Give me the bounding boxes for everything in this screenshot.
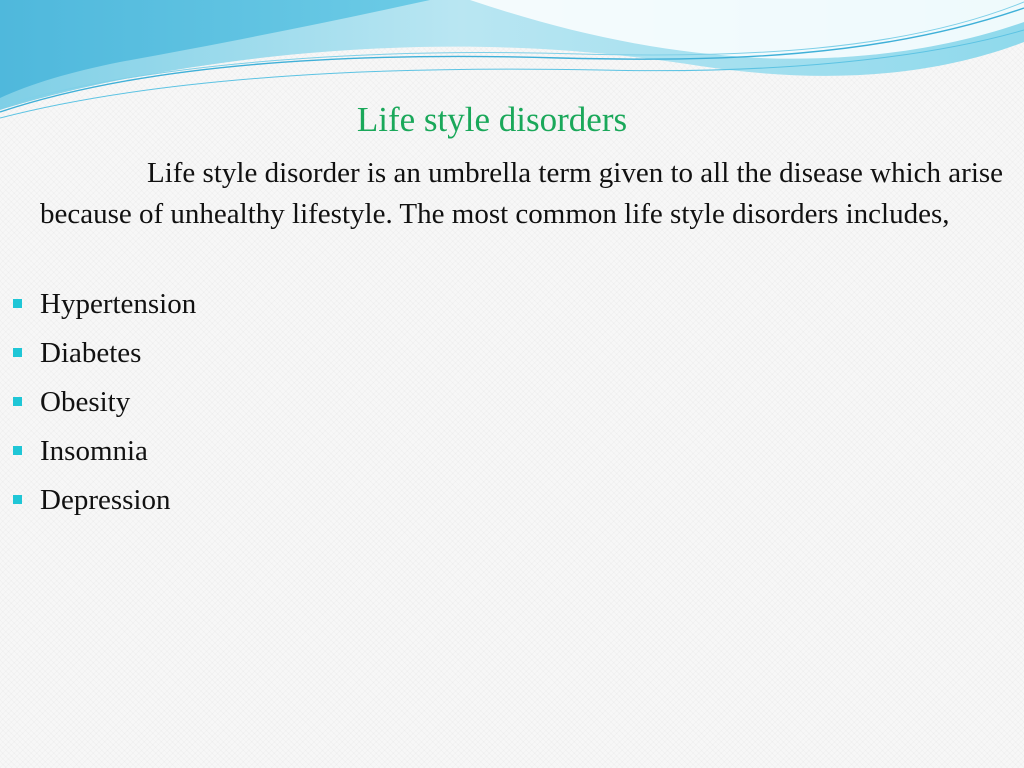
disorder-list — [0, 280, 196, 525]
list-item — [0, 280, 196, 329]
list-item-label: Obesity — [40, 386, 131, 418]
list-item — [0, 476, 196, 525]
list-item — [0, 378, 196, 427]
square-bullet-icon — [13, 495, 22, 504]
square-bullet-icon — [13, 397, 22, 406]
list-item-label: Insomnia — [40, 435, 148, 467]
list-item-label: Diabetes — [40, 337, 142, 369]
slide-title: Life style disorders — [356, 100, 628, 139]
square-bullet-icon — [13, 299, 22, 308]
square-bullet-icon — [13, 446, 22, 455]
list-item-label: Hypertension — [40, 288, 197, 320]
list-item — [0, 427, 196, 476]
list-item-label: Depression — [40, 484, 171, 516]
list-item — [0, 329, 196, 378]
intro-paragraph: Life style disorder is an umbrella term given to all the disease which arise because of unhealthy lifestyle. The most common life style disorders includes, — [40, 157, 1004, 230]
square-bullet-icon — [13, 348, 22, 357]
